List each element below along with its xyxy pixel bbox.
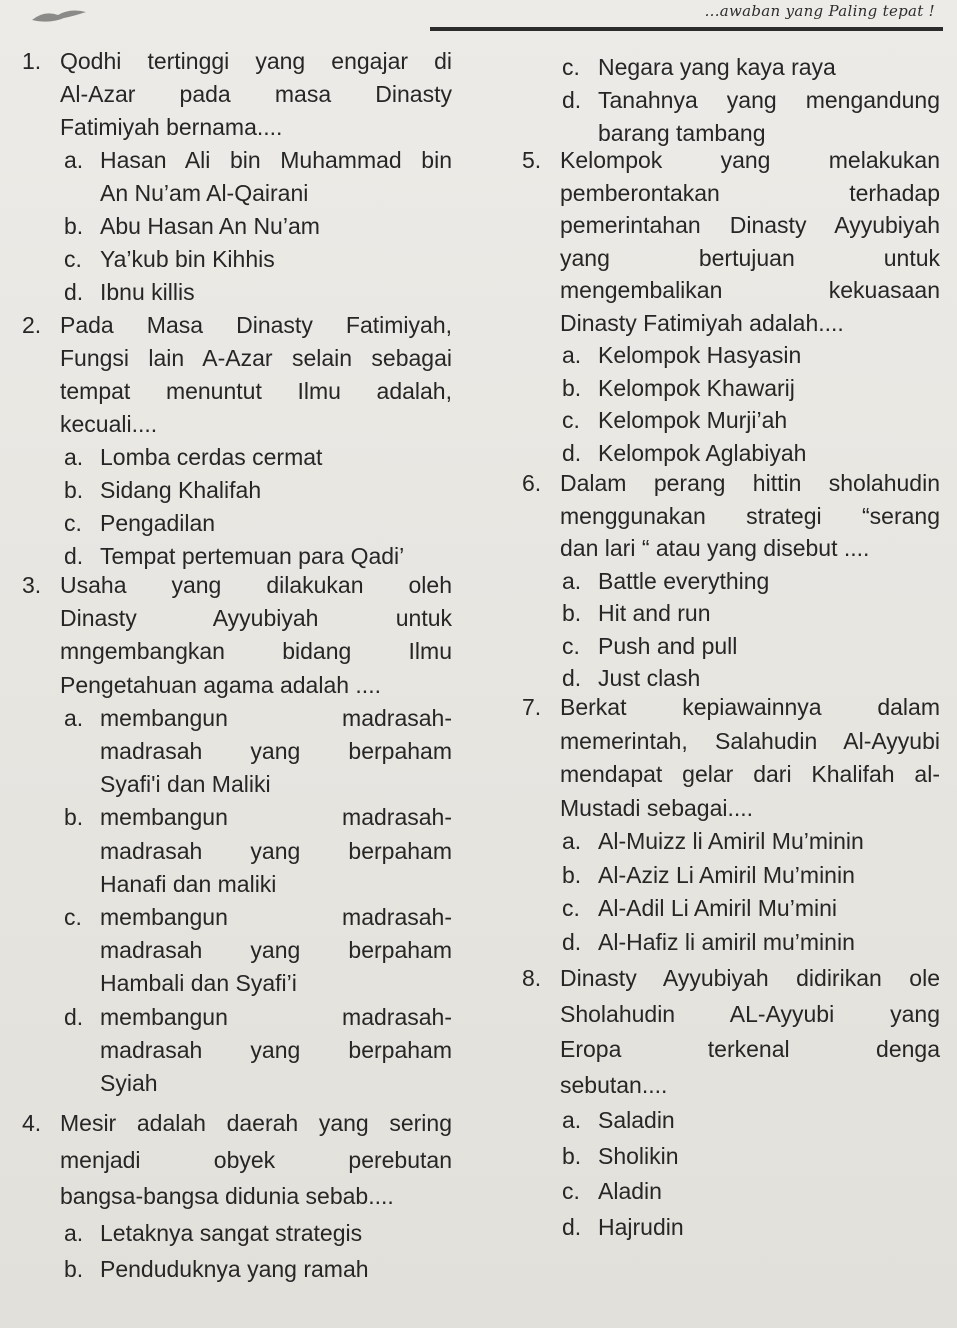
question-stem-line-text: Dinasty Ayyubiyah untuk <box>60 605 452 632</box>
question-stem-line: Fatimiyah bernama.... <box>60 114 283 140</box>
option-letter: b. <box>64 1256 84 1282</box>
option-letter: d. <box>64 1003 84 1030</box>
question-number: 4. <box>22 1110 42 1136</box>
question-stem-line-text: memerintah, Salahudin Al-Ayyubi <box>560 727 940 754</box>
question-stem-line-text: yang bertujuan untuk <box>560 244 940 271</box>
option-text-line: Ibnu killis <box>100 279 195 305</box>
option-text-line: Lomba cerdas cermat <box>100 444 323 470</box>
question-stem-line-text: mendapat gelar dari Khalifah al- <box>560 761 940 787</box>
question-stem-line-text: Eropa terkenal denga <box>560 1036 940 1062</box>
option-letter: a. <box>562 828 582 854</box>
option-text-line: Al-Muizz li Amiril Mu’minin <box>598 828 864 854</box>
question-number: 8. <box>522 965 542 991</box>
question-stem-line: Dinasty Fatimiyah adalah.... <box>560 309 844 336</box>
bird-logo-icon <box>30 6 90 24</box>
option-text-line: Syafi'i dan Maliki <box>100 771 271 798</box>
question-stem-line <box>560 759 940 789</box>
option-letter: c. <box>64 510 82 536</box>
option-letter: c. <box>562 895 580 921</box>
option-letter: d. <box>562 665 582 691</box>
option-text-line: Kelompok Khawarij <box>598 374 795 401</box>
question-stem-line <box>560 963 940 993</box>
option-text-line <box>100 1002 452 1032</box>
option-text-line: Push and pull <box>598 632 738 659</box>
option-text-line-text: membangun madrasah- <box>100 1003 452 1030</box>
question-stem-line <box>560 468 940 498</box>
question-number: 6. <box>522 470 542 496</box>
option-letter: d. <box>562 439 582 466</box>
option-text-line: Battle everything <box>598 567 770 594</box>
question-stem-line-text: Al-Azar pada masa Dinasty <box>60 81 452 107</box>
option-letter: c. <box>562 1178 580 1204</box>
question-stem-line <box>560 145 940 175</box>
option-text-line <box>100 902 452 932</box>
question-stem-line-text: Sholahudin AL-Ayyubi yang <box>560 1000 940 1027</box>
option-letter: d. <box>64 543 84 569</box>
option-letter: b. <box>562 861 582 888</box>
option-letter: b. <box>562 600 582 626</box>
option-letter: a. <box>64 147 84 173</box>
option-letter: a. <box>64 1219 84 1246</box>
question-stem-line <box>60 570 452 600</box>
question-stem-line <box>560 210 940 240</box>
option-text-line: Kelompok Murji’ah <box>598 407 788 433</box>
question-stem-line-text: Dalam perang hittin sholahudin <box>560 470 940 496</box>
option-letter: a. <box>64 444 84 470</box>
question-stem-line-text: Pada Masa Dinasty Fatimiyah, <box>60 312 452 338</box>
option-letter: c. <box>562 54 580 80</box>
option-text-line-text: Tanahnya yang mengandung <box>598 87 940 113</box>
option-text-line-text: madrasah yang berpaham <box>100 1036 452 1063</box>
option-letter: d. <box>562 1213 582 1240</box>
option-text-line-text: madrasah yang berpaham <box>100 738 452 764</box>
option-text-line: Al-Aziz Li Amiril Mu’minin <box>598 861 855 888</box>
option-letter: c. <box>562 407 580 433</box>
question-stem-line-text: tempat menuntut Ilmu adalah, <box>60 378 452 404</box>
question-stem-line: kecuali.... <box>60 411 158 437</box>
question-stem-line <box>560 999 940 1029</box>
question-stem-line <box>60 376 452 406</box>
option-text-line: Sholikin <box>598 1142 679 1169</box>
header-rule <box>430 27 943 31</box>
option-letter: b. <box>64 477 84 503</box>
question-stem-line <box>60 1145 452 1175</box>
question-stem-line <box>60 603 452 633</box>
question-stem-line: Pengetahuan agama adalah .... <box>60 671 381 698</box>
option-letter: a. <box>562 342 582 368</box>
question-stem-line <box>560 1034 940 1064</box>
option-text-line: Kelompok Hasyasin <box>598 342 802 368</box>
question-stem-line: Mustadi sebagai.... <box>560 794 754 821</box>
option-text-line: Al-Adil Li Amiril Mu’mini <box>598 895 837 921</box>
option-text-line-text: madrasah yang berpaham <box>100 837 452 864</box>
question-stem-line-text: Qodhi tertinggi yang engajar di <box>60 48 452 74</box>
question-stem-line <box>60 79 452 109</box>
question-stem-line: bangsa-bangsa didunia sebab.... <box>60 1183 394 1209</box>
option-letter: c. <box>64 904 82 930</box>
question-number: 7. <box>522 694 542 720</box>
question-stem-line <box>560 501 940 531</box>
option-text-line: An Nu’am Al-Qairani <box>100 180 309 206</box>
question-number: 3. <box>22 572 42 598</box>
question-stem-line-text: menggunakan strategi “serang <box>560 502 940 529</box>
option-text-line: Syiah <box>100 1070 158 1096</box>
question-number: 1. <box>22 48 42 74</box>
question-number: 2. <box>22 312 42 338</box>
option-letter: d. <box>562 87 582 113</box>
question-stem-line: dan lari “ atau yang disebut .... <box>560 535 870 561</box>
option-text-line: Aladin <box>598 1178 662 1204</box>
option-text-line-text: membangun madrasah- <box>100 904 452 930</box>
question-stem-line-text: menjadi obyek perebutan <box>60 1146 452 1173</box>
option-text-line-text: membangun madrasah- <box>100 704 452 731</box>
instruction-text: ...awaban yang Paling tepat ! <box>704 2 935 20</box>
option-letter: a. <box>562 1107 582 1133</box>
question-stem-line <box>560 726 940 756</box>
question-number: 5. <box>522 147 542 173</box>
question-stem-line-text: Berkat kepiawainnya dalam <box>560 694 940 720</box>
question-stem-line <box>60 310 452 340</box>
option-text-line-text: membangun madrasah- <box>100 804 452 831</box>
option-text-line: Ya’kub bin Kihhis <box>100 246 275 272</box>
question-stem-line: sebutan.... <box>560 1071 668 1098</box>
option-text-line-text: madrasah yang berpaham <box>100 937 452 964</box>
option-text-line <box>100 145 452 175</box>
option-text-line <box>100 836 452 866</box>
option-text-line: Al-Hafiz li amiril mu’minin <box>598 928 855 955</box>
option-letter: d. <box>562 928 582 955</box>
option-text-line: Kelompok Aglabiyah <box>598 439 807 466</box>
option-text-line: Tempat pertemuan para Qadi’ <box>100 543 405 569</box>
option-text-line <box>100 935 452 965</box>
option-text-line: Hajrudin <box>598 1213 684 1240</box>
question-stem-line <box>60 343 452 373</box>
question-stem-line-text: Mesir adalah daerah yang sering <box>60 1110 452 1136</box>
question-stem-line-text: pemberontakan terhadap <box>560 179 940 206</box>
question-stem-line-text: pemerintahan Dinasty Ayyubiyah <box>560 212 940 238</box>
option-letter: b. <box>64 804 84 831</box>
option-text-line-text: Hasan Ali bin Muhammad bin <box>100 147 452 173</box>
option-text-line: Hanafi dan maliki <box>100 870 277 897</box>
question-stem-line <box>560 243 940 273</box>
option-text-line <box>100 802 452 832</box>
option-text-line: Pengadilan <box>100 510 216 536</box>
option-text-line: Sidang Khalifah <box>100 477 262 503</box>
option-text-line: Penduduknya yang ramah <box>100 1256 369 1282</box>
question-stem-line <box>560 275 940 305</box>
option-text-line: Hambali dan Syafi’i <box>100 970 297 997</box>
option-text-line <box>100 736 452 766</box>
question-stem-line-text: Usaha yang dilakukan oleh <box>60 572 452 598</box>
option-letter: a. <box>64 704 84 731</box>
option-letter: c. <box>64 246 82 272</box>
option-text-line: Negara yang kaya raya <box>598 54 836 80</box>
question-stem-line <box>560 178 940 208</box>
page-header <box>0 0 957 34</box>
question-stem-line-text: Fungsi lain A-Azar selain sebagai <box>60 345 452 371</box>
option-text-line <box>100 703 452 733</box>
question-stem-line <box>560 692 940 722</box>
question-stem-line-text: Dinasty Ayyubiyah didirikan ole <box>560 965 940 991</box>
option-text-line <box>100 1035 452 1065</box>
option-text-line: Letaknya sangat strategis <box>100 1219 363 1246</box>
option-text-line: Hit and run <box>598 600 711 626</box>
option-letter: b. <box>64 213 84 239</box>
option-letter: d. <box>64 279 84 305</box>
question-stem-line-text: Kelompok yang melakukan <box>560 147 940 173</box>
question-stem-line-text: mengembalikan kekuasaan <box>560 277 940 303</box>
option-text-line: Just clash <box>598 665 701 691</box>
question-stem-line <box>60 1108 452 1138</box>
option-letter: b. <box>562 1142 582 1169</box>
question-stem-line-text: mngembangkan bidang Ilmu <box>60 638 452 665</box>
option-text-line: Saladin <box>598 1107 675 1133</box>
option-text-line: Abu Hasan An Nu’am <box>100 213 320 239</box>
option-text-line: barang tambang <box>598 120 766 146</box>
question-stem-line <box>60 46 452 76</box>
option-letter: a. <box>562 567 582 594</box>
option-letter: c. <box>562 632 580 659</box>
option-text-line <box>598 85 940 115</box>
option-letter: b. <box>562 374 582 401</box>
question-stem-line <box>60 636 452 666</box>
